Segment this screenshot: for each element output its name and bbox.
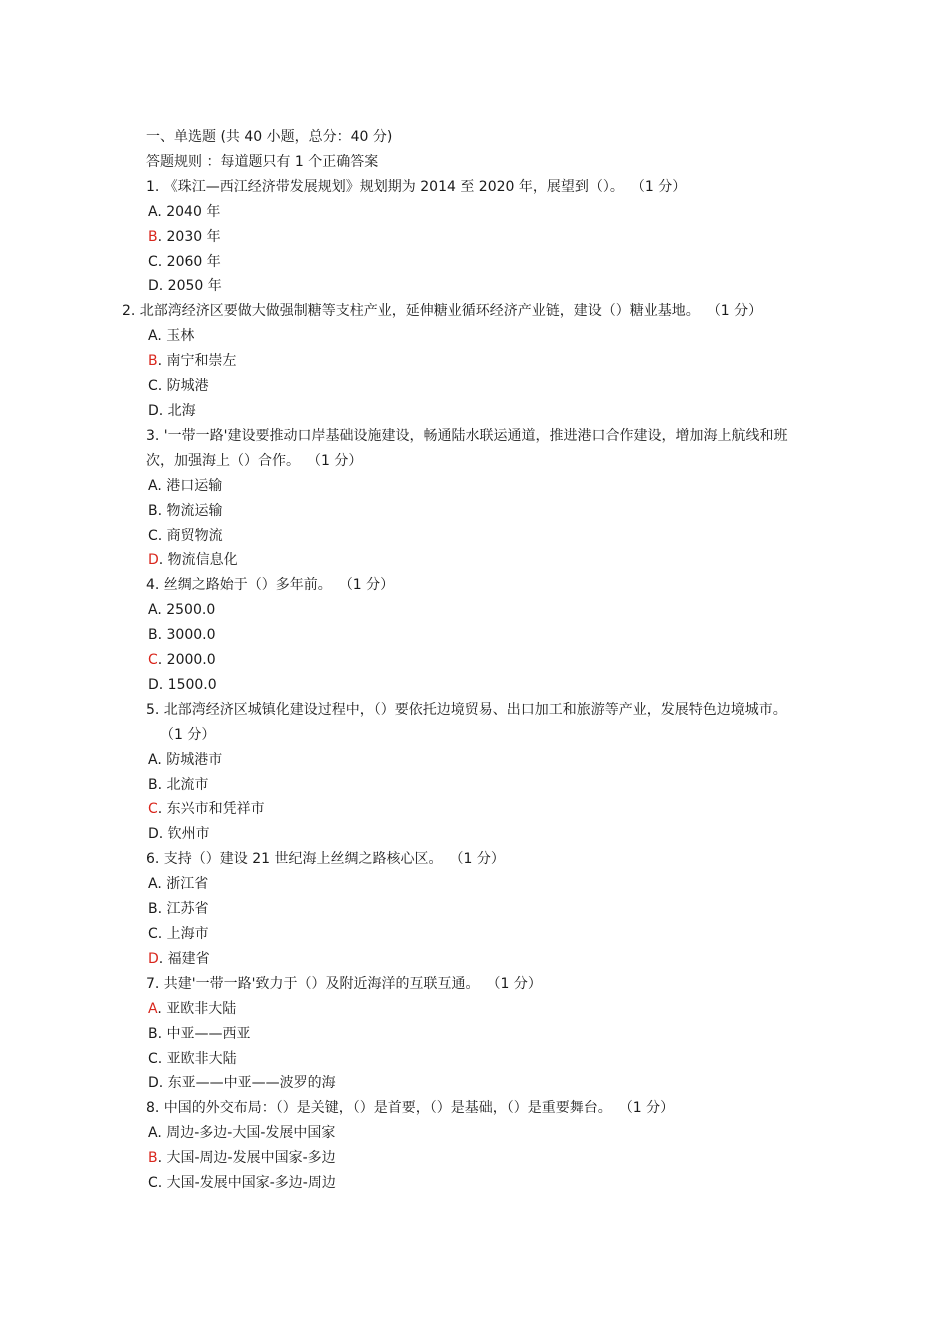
option-c: C. 上海市	[148, 926, 209, 942]
option-d: D. 福建省	[148, 950, 210, 967]
option-d: D. 1500.0	[148, 676, 217, 693]
option-letter: C	[148, 527, 158, 544]
question-text: 3. '一带一路'建设要推动口岸基础设施建设，畅通陆水联运通道，推进港口合作建设，增加海上航线和班次，加强海上（）合作。 （1 分）	[146, 427, 788, 469]
option-b: B. 3000.0	[148, 627, 216, 644]
question-score: （1 分）	[314, 452, 363, 469]
option-a: A. 浙江省	[148, 876, 209, 893]
question-score: （1 分）	[625, 1100, 675, 1117]
option-a: A. 2500.0	[148, 602, 216, 619]
answer-rule: 答题规则 ：每道题只有 1 个正确答案	[146, 153, 379, 170]
option-c: C. 亚欧非大陆	[148, 1050, 237, 1067]
question-text: 2. 北部湾经济区要做大做强制糖等支柱产业，延伸糖业循环经济产业链，建设（）糖业基地。 （1 分）	[122, 303, 763, 320]
option-letter: D	[148, 676, 159, 693]
option-letter: A	[148, 602, 158, 619]
option-c: C. 商贸物流	[148, 527, 223, 544]
option-letter: A	[148, 328, 158, 345]
option-letter: A	[148, 1125, 158, 1142]
option-a: A. 防城港市	[148, 751, 223, 768]
option-letter: D	[148, 278, 159, 295]
question-block	[146, 573, 866, 698]
option-d: D. 物流信息化	[148, 552, 238, 569]
option-a: A. 玉林	[148, 328, 195, 345]
option-b: B. 北流市	[148, 776, 209, 793]
question-text: 7. 共建'一带一路'致力于（）及附近海洋的互联互通。 （1 分）	[146, 975, 542, 992]
question-text: 6. 支持（）建设 21 世纪海上丝绸之路核心区。 （1 分）	[146, 851, 505, 868]
option-letter: D	[148, 826, 159, 843]
option-letter: D	[148, 1075, 159, 1092]
question-block	[122, 299, 866, 424]
option-b: B. 物流运输	[148, 502, 223, 519]
correct-option-letter: C	[148, 652, 158, 669]
quiz-content	[122, 125, 866, 1196]
option-b: B. 南宁和崇左	[148, 353, 237, 370]
option-a: A. 周边-多边-大国-发展中国家	[148, 1125, 336, 1142]
option-letter: A	[148, 477, 158, 494]
option-letter: A	[148, 751, 158, 768]
option-letter: C	[148, 1175, 158, 1192]
question-block	[146, 424, 866, 573]
correct-option-letter: B	[148, 1150, 158, 1167]
option-b: B. 大国-周边-发展中国家-多边	[148, 1150, 336, 1167]
correct-option-letter: B	[148, 228, 158, 245]
option-a: A. 亚欧非大陆	[148, 1000, 237, 1017]
question-score: （1 分）	[456, 851, 505, 868]
option-c: C. 防城港	[148, 378, 209, 395]
question-block	[146, 847, 866, 972]
option-b: B. 2030 年	[148, 228, 221, 245]
option-a: A. 2040 年	[148, 203, 221, 220]
option-d: D. 2050 年	[148, 278, 222, 295]
question-text: 4. 丝绸之路始于（）多年前。 （1 分）	[146, 577, 395, 594]
option-letter: A	[148, 876, 158, 893]
option-letter: A	[148, 203, 158, 220]
option-letter: C	[148, 1050, 158, 1067]
question-block	[146, 698, 866, 847]
option-letter: B	[148, 627, 158, 644]
option-letter: C	[148, 378, 158, 395]
option-letter: D	[148, 402, 159, 419]
correct-option-letter: D	[148, 552, 159, 569]
option-b: B. 中亚——西亚	[148, 1025, 251, 1042]
option-c: C. 2000.0	[148, 652, 216, 669]
option-c: C. 东兴市和凭祥市	[148, 801, 265, 818]
option-c: C. 大国-发展中国家-多边-周边	[148, 1175, 336, 1192]
option-letter: C	[148, 926, 158, 942]
option-d: D. 东亚——中亚——波罗的海	[148, 1075, 336, 1092]
question-score: （1 分）	[160, 726, 216, 743]
option-b: B. 江苏省	[148, 901, 209, 918]
option-letter: C	[148, 253, 158, 270]
option-letter: B	[148, 502, 158, 519]
correct-option-letter: A	[148, 1000, 158, 1017]
question-text: 8. 中国的外交布局：（）是关键，（）是首要，（）是基础，（）是重要舞台。 （1 分）	[146, 1100, 675, 1117]
option-a: A. 港口运输	[148, 477, 223, 494]
question-text: 5. 北部湾经济区城镇化建设过程中，（）要依托边境贸易、出口加工和旅游等产业，发展特色边境城市。（1 分）	[146, 701, 787, 743]
option-letter: B	[148, 776, 158, 793]
question-score: （1 分）	[713, 303, 763, 320]
question-block	[146, 972, 866, 1097]
option-letter: B	[148, 1025, 158, 1042]
correct-option-letter: B	[148, 353, 158, 370]
question-score: （1 分）	[637, 178, 687, 195]
question-score: （1 分）	[493, 975, 542, 992]
correct-option-letter: D	[148, 950, 159, 967]
option-c: C. 2060 年	[148, 253, 221, 270]
option-d: D. 北海	[148, 402, 196, 419]
question-block	[146, 175, 866, 300]
option-letter: B	[148, 901, 158, 918]
option-d: D. 钦州市	[148, 826, 210, 843]
question-text: 1. 《珠江—西江经济带发展规划》规划期为 2014 至 2020 年，展望到（）。 （1 分）	[146, 178, 687, 195]
question-block	[146, 1096, 866, 1196]
correct-option-letter: C	[148, 801, 158, 818]
section-title: 一、单选题 (共 40 小题，总分：40 分)	[146, 129, 393, 145]
question-score: （1 分）	[345, 577, 395, 594]
